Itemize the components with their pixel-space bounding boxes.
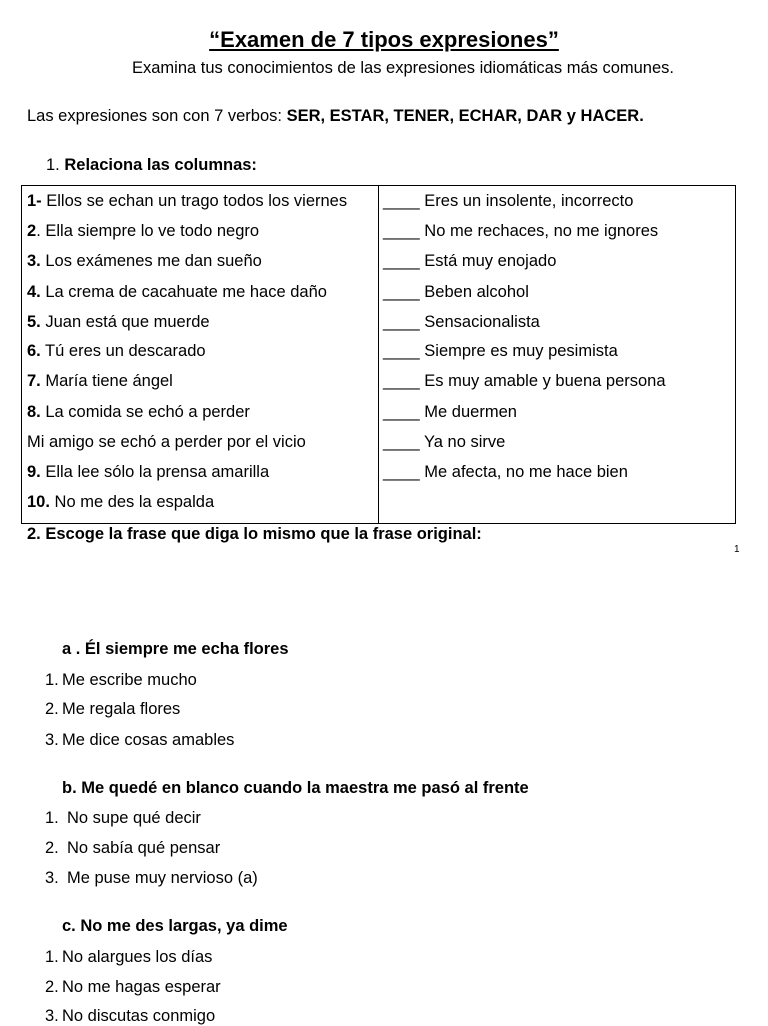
question-c-heading: c. No me des largas, ya dime <box>62 917 288 935</box>
question-b-option-1 <box>45 809 201 828</box>
option-number: 2. <box>45 700 59 718</box>
left-row-3 <box>27 252 262 271</box>
left-row-text: La crema de cacahuate me hace daño <box>40 283 327 301</box>
question-c-option-2 <box>45 978 221 997</box>
left-row-text: Juan está que muerde <box>40 313 210 331</box>
page-number: 1 <box>734 544 740 555</box>
left-row-num: 4. <box>27 283 41 301</box>
left-row-num: 3. <box>27 252 41 270</box>
right-row-9: ____ Ya no sirve <box>383 433 506 451</box>
option-text: No discutas conmigo <box>62 1007 216 1025</box>
option-number: 3. <box>45 869 59 887</box>
right-row-7: ____ Es muy amable y buena persona <box>383 372 666 390</box>
option-text: Me dice cosas amables <box>62 731 235 749</box>
question-b-option-2 <box>45 839 220 858</box>
section-1-label: Relaciona las columnas: <box>64 156 257 174</box>
intro-text <box>27 107 644 126</box>
left-row-text: María tiene ángel <box>40 372 173 390</box>
question-a-option-1 <box>45 671 197 690</box>
right-row-3: ____ Está muy enojado <box>383 252 557 270</box>
left-row-text: Mi amigo se echó a perder por el vicio <box>27 433 306 451</box>
right-row-1: ____ Eres un insolente, incorrecto <box>383 192 634 210</box>
option-text: No supe qué decir <box>67 809 201 827</box>
section-1-number: 1. <box>46 156 60 174</box>
left-row-text: Los exámenes me dan sueño <box>40 252 262 270</box>
intro-verbs: SER, ESTAR, TENER, ECHAR, DAR y HACER. <box>286 107 644 125</box>
right-row-6: ____ Siempre es muy pesimista <box>383 342 618 360</box>
left-row-num: 6. <box>27 342 41 360</box>
left-row-num: 7. <box>27 372 41 390</box>
question-a-heading: a . Él siempre me echa flores <box>62 640 289 658</box>
right-row-2: ____ No me rechaces, no me ignores <box>383 222 659 240</box>
left-row-num: 9. <box>27 463 41 481</box>
option-number: 2. <box>45 839 59 857</box>
column-divider <box>378 185 379 524</box>
question-a-option-2 <box>45 700 180 719</box>
right-row-8: ____ Me duermen <box>383 403 517 421</box>
question-b-option-3 <box>45 869 258 888</box>
left-row-10 <box>27 493 214 512</box>
left-row-text: Ellos se echan un trago todos los viernes <box>41 192 348 210</box>
section-1-heading <box>46 156 257 175</box>
option-text: No sabía qué pensar <box>67 839 221 857</box>
option-number: 3. <box>45 731 59 749</box>
question-b-heading: b. Me quedé en blanco cuando la maestra me pasó al frente <box>62 779 529 797</box>
left-row-7 <box>27 372 173 391</box>
left-row-text: . Ella siempre lo ve todo negro <box>36 222 260 240</box>
right-row-4: ____ Beben alcohol <box>383 283 529 301</box>
option-number: 3. <box>45 1007 59 1025</box>
left-row-text: Ella lee sólo la prensa amarilla <box>40 463 270 481</box>
left-row-num: 5. <box>27 313 41 331</box>
question-c-option-3 <box>45 1007 215 1026</box>
left-row-text: No me des la espalda <box>49 493 215 511</box>
left-row-5 <box>27 313 210 332</box>
option-text: Me puse muy nervioso (a) <box>67 869 258 887</box>
left-row-num: 8. <box>27 403 41 421</box>
option-text: No alargues los días <box>62 948 213 966</box>
right-row-10: ____ Me afecta, no me hace bien <box>383 463 628 481</box>
left-row-1 <box>27 192 347 211</box>
option-text: Me regala flores <box>62 700 181 718</box>
question-a-option-3 <box>45 731 234 750</box>
left-row-num: 1- <box>27 192 42 210</box>
question-c-option-1 <box>45 948 212 967</box>
option-number: 1. <box>45 809 59 827</box>
left-row-2 <box>27 222 259 241</box>
left-row-8 <box>27 403 250 422</box>
left-row-text: Tú eres un descarado <box>40 342 206 360</box>
left-row-6 <box>27 342 206 361</box>
section-2-heading: 2. Escoge la frase que diga lo mismo que la frase original: <box>27 525 482 543</box>
option-number: 2. <box>45 978 59 996</box>
option-number: 1. <box>45 671 59 689</box>
left-row-4 <box>27 283 327 302</box>
left-row-num: 2 <box>27 222 37 240</box>
left-row-num: 10. <box>27 493 50 511</box>
right-row-5: ____ Sensacionalista <box>383 313 540 331</box>
left-row-8b <box>27 433 306 452</box>
intro-prefix: Las expresiones son con 7 verbos: <box>27 107 287 125</box>
left-row-text: La comida se echó a perder <box>40 403 250 421</box>
page-subtitle: Examina tus conocimientos de las expresiones idiomáticas más comunes. <box>131 59 674 77</box>
option-number: 1. <box>45 948 59 966</box>
left-row-9 <box>27 463 269 482</box>
option-text: No me hagas esperar <box>62 978 221 996</box>
page-title: “Examen de 7 tipos expresiones” <box>209 27 559 52</box>
option-text: Me escribe mucho <box>62 671 197 689</box>
